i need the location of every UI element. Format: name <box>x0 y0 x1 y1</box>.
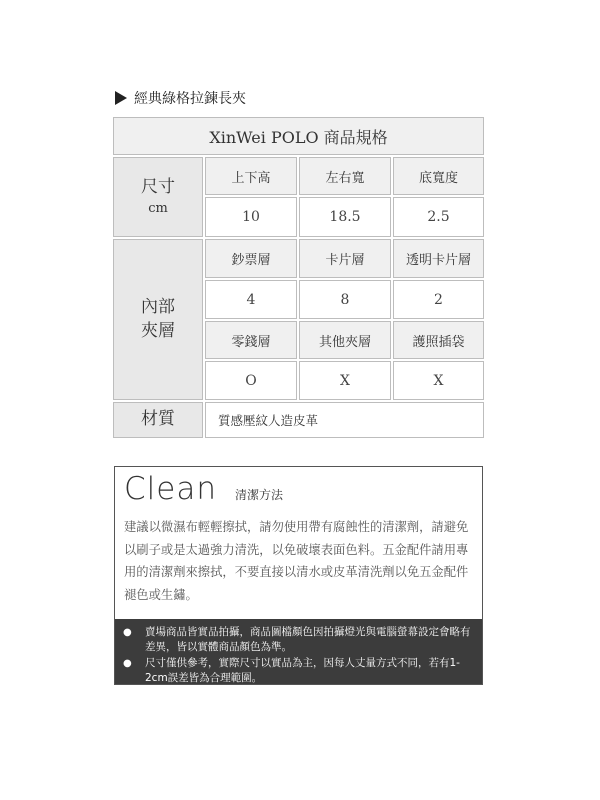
spec-table-title: XinWei POLO 商品規格 <box>113 117 484 155</box>
size-label-text: 尺寸 <box>141 177 175 197</box>
bullet-icon: ● <box>123 627 132 638</box>
section-heading-text: 經典綠格拉鍊長夾 <box>134 91 246 107</box>
size-value-height: 10 <box>205 197 297 237</box>
note-item <box>123 656 472 686</box>
size-label <box>113 157 203 237</box>
note-item <box>123 625 472 655</box>
triangle-icon <box>115 91 127 105</box>
interior-label-line2: 夾層 <box>141 320 175 341</box>
material-value: 質感壓紋人造皮革 <box>205 402 484 438</box>
notes-panel <box>115 619 482 684</box>
clean-title: Clean <box>124 471 217 507</box>
note-text: 尺寸僅供參考，實際尺寸以實品為主，因每人丈量方式不同，若有1-2cm誤差皆為合理範圍。 <box>145 657 460 684</box>
interior-label-line1: 內部 <box>141 296 175 317</box>
interior-value-passport: X <box>393 361 484 400</box>
section-heading <box>115 88 246 108</box>
interior-header-other: 其他夾層 <box>299 321 391 359</box>
size-value-width: 18.5 <box>299 197 391 237</box>
interior-header-cards: 卡片層 <box>299 239 391 278</box>
interior-value-cards: 8 <box>299 280 391 319</box>
size-header-depth: 底寬度 <box>393 157 484 195</box>
size-unit-text: cm <box>148 200 168 216</box>
interior-label <box>113 239 203 400</box>
note-text: 賣場商品皆實品拍攝，商品圖檔顏色因拍攝燈光與電腦螢幕設定會略有差異，皆以實體商品顏色為準。 <box>145 626 471 653</box>
interior-value-bills: 4 <box>205 280 297 319</box>
interior-header-bills: 鈔票層 <box>205 239 297 278</box>
clean-subtitle: 清潔方法 <box>234 488 283 502</box>
size-value-depth: 2.5 <box>393 197 484 237</box>
size-header-width: 左右寬 <box>299 157 391 195</box>
interior-value-clear-cards: 2 <box>393 280 484 319</box>
material-label: 材質 <box>113 402 203 438</box>
interior-header-passport: 護照插袋 <box>393 321 484 359</box>
clean-box <box>114 466 483 685</box>
clean-header <box>124 471 283 507</box>
size-header-height: 上下高 <box>205 157 297 195</box>
bullet-icon: ● <box>123 658 132 669</box>
interior-value-coins: O <box>205 361 297 400</box>
interior-value-other: X <box>299 361 391 400</box>
interior-header-clear-cards: 透明卡片層 <box>393 239 484 278</box>
clean-instructions: 建議以微濕布輕輕擦拭，請勿使用帶有腐蝕性的清潔劑，請避免以刷子或是太過強力清洗，以免破壞表面色料。五金配件請用專用的清潔劑來擦拭，不要直接以清水或皮革清洗劑以免五金配件褪色或生鏽。 <box>124 520 469 602</box>
interior-header-coins: 零錢層 <box>205 321 297 359</box>
